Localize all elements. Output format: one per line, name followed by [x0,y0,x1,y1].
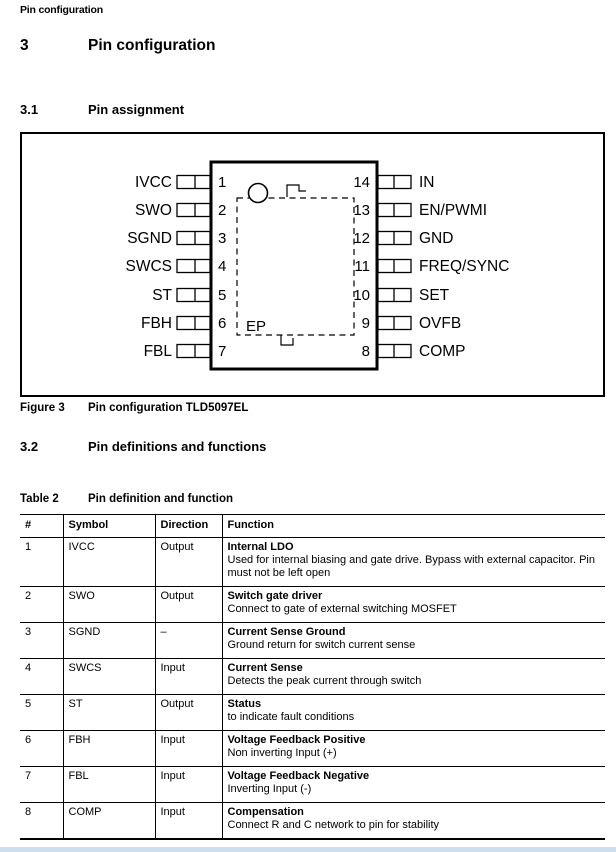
pin-number-cell: 3 [20,623,63,659]
pin-number: 5 [218,287,227,304]
pin-number-cell: 5 [20,695,63,731]
pin-number: 9 [361,315,370,332]
pin-number-cell: 1 [20,538,63,587]
function-description: Connect R and C network to pin for stability [227,819,440,831]
table-row [20,695,605,731]
pin-name: OVFB [419,315,462,332]
function-description: Connect to gate of external switching MOSFET [227,603,457,615]
pin-name: SWCS [125,258,172,275]
pin-function-cell [222,587,605,623]
function-title: Voltage Feedback Negative [227,770,370,782]
pin-direction-cell: Input [155,731,222,767]
pin-number: 8 [361,343,370,360]
pin-right-11 [354,258,509,275]
pin-name: ST [152,287,172,304]
pin-diagram [22,134,602,394]
pin-lead-box [177,176,210,189]
pin-function-cell [222,731,605,767]
pin-lead-box [177,260,210,273]
function-title: Compensation [227,806,304,818]
pin-symbol-cell: FBH [63,731,155,767]
pin-number: 6 [218,315,227,332]
function-description: Inverting Input (-) [227,783,312,795]
figure-caption [20,402,248,414]
section-title: Pin assignment [88,102,185,117]
pin-right-14 [353,174,434,191]
pin-number-cell: 4 [20,659,63,695]
table-row [20,767,605,803]
pin-name: FBL [143,343,172,360]
pin-function-cell [222,767,605,803]
pin-name: FREQ/SYNC [419,258,510,275]
table-row [20,659,605,695]
pin-number: 13 [353,202,370,219]
table-row [20,538,605,587]
pin-number: 10 [353,287,370,304]
pin-definition-table [20,514,605,840]
pin-function-cell [222,803,605,840]
section-title: Pin configuration [88,37,216,54]
pin-lead-box [177,289,210,302]
pin-lead-box [177,345,210,358]
pin-function-cell [222,623,605,659]
pin-number: 7 [218,343,227,360]
pin-name: GND [419,230,454,247]
pin-name: FBH [141,315,172,332]
pin-configuration-figure [20,132,605,397]
figure-caption-label: Figure 3 [20,402,65,414]
pin-symbol-cell: SWCS [63,659,155,695]
figure-caption-text: Pin configuration TLD5097EL [88,402,249,414]
page-bottom-edge [0,847,616,852]
pin-symbol-cell: COMP [63,803,155,840]
col-header-function: Function [222,515,605,538]
pin-number-cell: 8 [20,803,63,840]
pin-name: IVCC [134,174,172,191]
section-heading-3-2 [20,439,266,454]
pin-right-12 [353,230,453,247]
function-description: Used for internal biasing and gate drive. Bypass with external capacitor. Pin must not be left open [227,554,595,579]
pin-direction-cell: Input [155,803,222,840]
pin-direction-cell: Input [155,767,222,803]
col-header-symbol: Symbol [63,515,155,538]
table-row [20,731,605,767]
pin-number-cell: 7 [20,767,63,803]
pin-number: 1 [218,174,227,191]
pin-function-cell [222,538,605,587]
section-number: 3 [20,37,29,54]
function-title: Current Sense Ground [227,626,346,638]
pin-lead-box [177,232,210,245]
pin-name: COMP [419,343,466,360]
pin-function-cell [222,659,605,695]
table-row [20,803,605,840]
pin-lead-box [177,317,210,330]
pin-symbol-cell: IVCC [63,538,155,587]
pin-number: 14 [353,174,370,191]
ep-label: EP [246,318,267,335]
pin1-indicator-circle [249,184,268,203]
table-row [20,623,605,659]
pin-direction-cell: Input [155,659,222,695]
pin-name: SGND [127,230,172,247]
pin-lead-box [177,204,210,217]
section-number: 3.2 [20,439,39,454]
pin-number: 12 [353,230,370,247]
pin-name: IN [419,174,435,191]
function-title: Current Sense [227,662,303,674]
function-description: Detects the peak current through switch [227,675,422,687]
pin-symbol-cell: SGND [63,623,155,659]
table-header-row [20,515,605,538]
pin-number: 11 [354,258,370,275]
pin-name: SWO [134,202,172,219]
pin-symbol-cell: FBL [63,767,155,803]
table-caption-label: Table 2 [20,493,59,505]
pin-name: SET [419,287,450,304]
table-caption [20,493,233,505]
pin-function-cell [222,695,605,731]
ic-package-outline [211,162,377,369]
pin-number-cell: 6 [20,731,63,767]
pin-number: 3 [218,230,227,247]
pin-name: EN/PWMI [419,202,488,219]
pin-direction-cell: Output [155,587,222,623]
pin-symbol-cell: ST [63,695,155,731]
function-description: Non inverting Input (+) [227,747,337,759]
function-title: Voltage Feedback Positive [227,734,366,746]
function-description: to indicate fault conditions [227,711,355,723]
col-header-number: # [20,515,63,538]
section-heading-3-1 [20,102,184,117]
function-description: Ground return for switch current sense [227,639,416,651]
section-heading-3 [20,37,215,55]
pin-direction-cell: Output [155,695,222,731]
pin-number: 4 [218,258,227,275]
section-number: 3.1 [20,102,39,117]
pin-direction-cell: – [155,623,222,659]
pin-right-10 [353,287,449,304]
pin-number: 2 [218,202,227,219]
table-caption-text: Pin definition and function [88,493,234,505]
section-title: Pin definitions and functions [88,439,267,454]
function-title: Status [227,698,262,710]
pin-number-cell: 2 [20,587,63,623]
pin-direction-cell: Output [155,538,222,587]
running-header: Pin configuration [20,4,103,16]
table-row [20,587,605,623]
col-header-direction: Direction [155,515,222,538]
function-title: Switch gate driver [227,590,323,602]
pin-symbol-cell: SWO [63,587,155,623]
function-title: Internal LDO [227,541,294,553]
